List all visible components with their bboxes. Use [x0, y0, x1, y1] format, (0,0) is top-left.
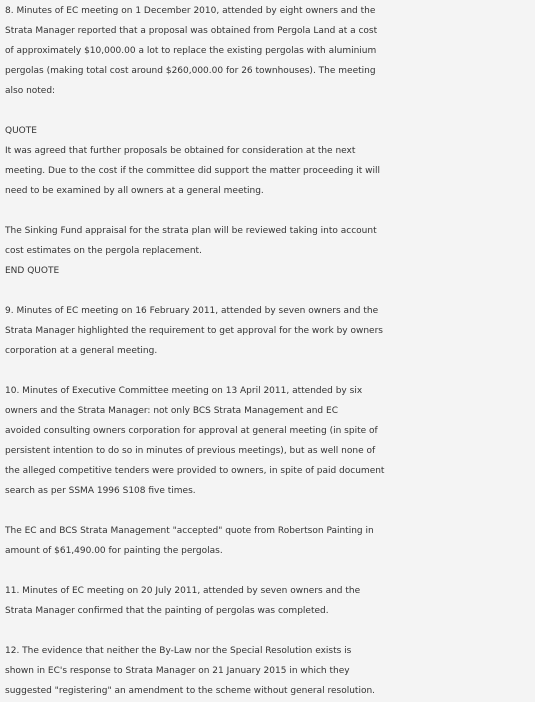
text-line: suggested "registering" an amendment to the scheme without general resolution.: [5, 686, 376, 696]
text-line: owners and the Strata Manager: not only BCS Strata Management and EC: [5, 406, 338, 416]
paragraph-spacer: [5, 361, 535, 381]
text-line: The Sinking Fund appraisal for the strata plan will be reviewed taking into account: [5, 226, 377, 236]
text-line: Strata Manager confirmed that the painting of pergolas was completed.: [5, 606, 329, 616]
paragraph-spacer: [5, 101, 535, 121]
text-line: 10. Minutes of Executive Committee meeting on 13 April 2011, attended by six: [5, 386, 363, 396]
text-line: amount of $61,490.00 for painting the pergolas.: [5, 546, 223, 556]
text-line: corporation at a general meeting.: [5, 346, 158, 356]
text-line: Strata Manager highlighted the requirement to get approval for the work by owners: [5, 326, 383, 336]
text-line: the alleged competitive tenders were provided to owners, in spite of paid document: [5, 466, 385, 476]
text-line: 12. The evidence that neither the By-Law nor the Special Resolution exists is: [5, 646, 352, 656]
text-line: shown in EC's response to Strata Manager on 21 January 2015 in which they: [5, 666, 350, 676]
text-line: avoided consulting owners corporation for approval at general meeting (in spite of: [5, 426, 378, 436]
text-line: QUOTE: [5, 126, 37, 136]
text-line: 8. Minutes of EC meeting on 1 December 2010, attended by eight owners and the: [5, 6, 376, 16]
paragraph-spacer: [5, 501, 535, 521]
text-line: need to be examined by all owners at a general meeting.: [5, 186, 264, 196]
text-line: persistent intention to do so in minutes of previous meetings), but as well none of: [5, 446, 376, 456]
text-line: meeting. Due to the cost if the committee did support the matter proceeding it will: [5, 166, 381, 176]
text-line: cost estimates on the pergola replacement.: [5, 246, 202, 256]
text-line: pergolas (making total cost around $260,000.00 for 26 townhouses). The meeting: [5, 66, 376, 76]
text-line: search as per SSMA 1996 S108 five times.: [5, 486, 196, 496]
paragraph-spacer: [5, 621, 535, 641]
text-line: It was agreed that further proposals be obtained for consideration at the next: [5, 146, 356, 156]
paragraph-spacer: [5, 281, 535, 301]
text-line: 9. Minutes of EC meeting on 16 February 2011, attended by seven owners and the: [5, 306, 379, 316]
paragraph-spacer: [5, 561, 535, 581]
text-line: END QUOTE: [5, 266, 60, 276]
text-line: of approximately $10,000.00 a lot to replace the existing pergolas with aluminium: [5, 46, 377, 56]
text-line: 11. Minutes of EC meeting on 20 July 2011, attended by seven owners and the: [5, 586, 361, 596]
text-line: Strata Manager reported that a proposal was obtained from Pergola Land at a cost: [5, 26, 378, 36]
text-line: The EC and BCS Strata Management "accepted" quote from Robertson Painting in: [5, 526, 374, 536]
text-line: also noted:: [5, 86, 56, 96]
paragraph-spacer: [5, 201, 535, 221]
